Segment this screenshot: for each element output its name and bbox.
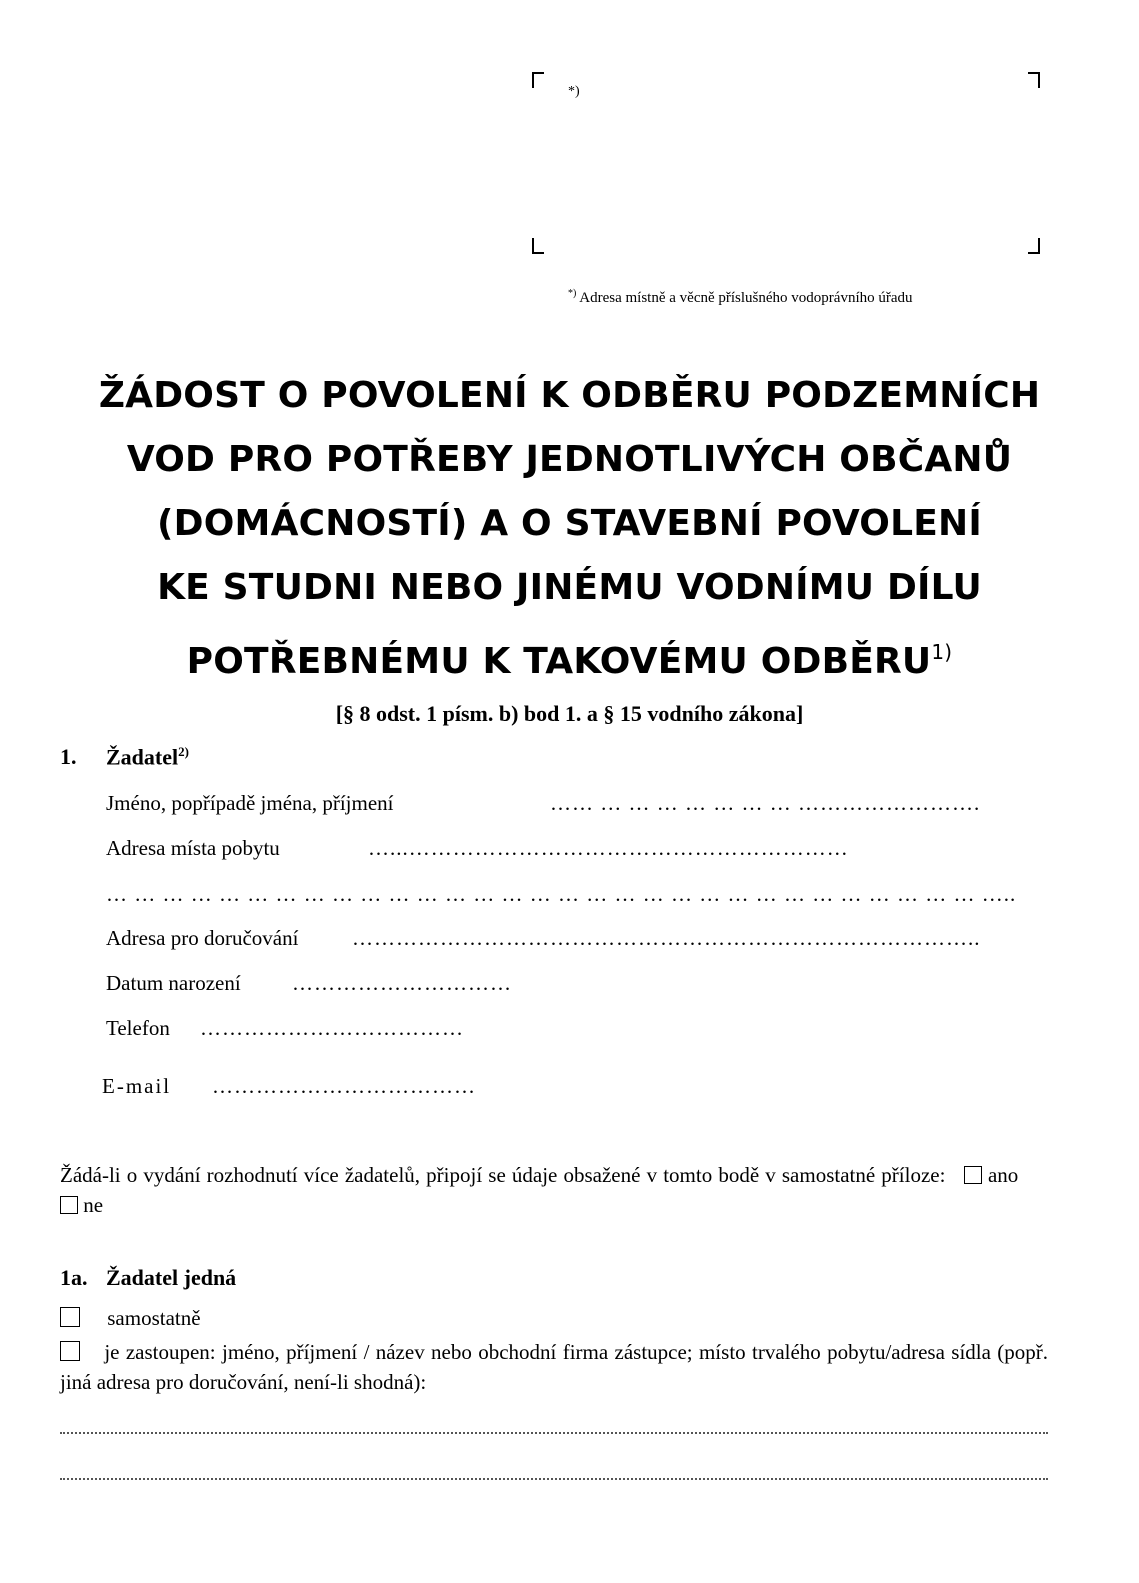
- title-line-5-text: POTŘEBNÉMU K TAKOVÉMU ODBĚRU: [186, 641, 932, 682]
- section-1-number: 1.: [60, 744, 77, 769]
- option-represented-label: je zastoupen:: [104, 1340, 216, 1364]
- section-1a-number: 1a.: [60, 1265, 88, 1290]
- delivery-address-field[interactable]: …………………………………………………………………………..: [352, 926, 981, 950]
- address-box-marker: *): [568, 84, 580, 99]
- option-alone-row: [60, 1306, 201, 1331]
- multi-applicant-yes-label: ano: [987, 1163, 1019, 1187]
- email-field[interactable]: ………………………………: [212, 1074, 476, 1098]
- multi-applicant-text: Žádá-li o vydání rozhodnutí více žadatelů, připojí se údaje obsažené v tomto bodě v samostatné příloze:: [60, 1163, 946, 1187]
- address-box-corner-top-right: [1028, 72, 1040, 88]
- title-line-4: KE STUDNI NEBO JINÉMU VODNÍMU DÍLU: [157, 567, 982, 608]
- multi-applicant-paragraph: [60, 1160, 1048, 1220]
- phone-field[interactable]: ………………………………: [200, 1016, 464, 1040]
- option-represented-text: jméno, příjmení / název nebo obchodní firma zástupce; místo trvalého pobytu/adresa sídla (popř. jiná adresa pro doručování, není-li shodná):: [60, 1340, 1049, 1394]
- section-1a-heading: Žadatel jedná: [106, 1265, 237, 1290]
- representative-line-1[interactable]: [60, 1432, 1048, 1434]
- birth-date-field[interactable]: …………………………: [292, 971, 512, 995]
- email-label: E-mail: [102, 1074, 172, 1098]
- section-1-heading-text: Žadatel: [106, 744, 179, 770]
- residence-address-field-line-2[interactable]: … … … … … … … … … … … … … … … … … … … … … … … … … … … … … … … …..: [106, 882, 1017, 906]
- title-line-3: (DOMÁCNOSTÍ) A O STAVEBNÍ POVOLENÍ: [157, 503, 982, 544]
- address-box-corner-bottom-left: [532, 238, 544, 254]
- address-note: [568, 288, 913, 307]
- phone-label: Telefon: [106, 1016, 170, 1040]
- title-line-2: VOD PRO POTŘEBY JEDNOTLIVÝCH OBČANŮ: [126, 439, 1013, 480]
- applicant-name-label: Jméno, popřípadě jména, příjmení: [106, 791, 394, 815]
- residence-address-label: Adresa místa pobytu: [106, 836, 280, 860]
- option-alone-checkbox[interactable]: [60, 1307, 80, 1327]
- residence-address-field[interactable]: …...……………………………………………………: [368, 836, 849, 860]
- legal-reference: [§ 8 odst. 1 písm. b) bod 1. a § 15 vodního zákona]: [335, 701, 804, 726]
- address-box-corner-bottom-right: [1028, 238, 1040, 254]
- address-note-footnote: *): [568, 288, 577, 299]
- birth-date-label: Datum narození: [106, 971, 241, 995]
- title-footnote: 1): [931, 640, 953, 664]
- title-line-1: ŽÁDOST O POVOLENÍ K ODBĚRU PODZEMNÍCH: [98, 375, 1041, 416]
- document-title: [0, 364, 1139, 694]
- option-represented-row: [60, 1337, 1048, 1397]
- section-1-footnote: 2): [178, 744, 189, 759]
- delivery-address-label: Adresa pro doručování: [106, 926, 299, 950]
- address-note-text: Adresa místně a věcně příslušného vodoprávního úřadu: [579, 290, 913, 306]
- title-line-5: [0, 620, 1139, 694]
- multi-applicant-no-label: ne: [83, 1193, 104, 1217]
- option-represented-checkbox[interactable]: [60, 1341, 80, 1361]
- section-1-heading: [106, 744, 189, 770]
- address-box-corner-top-left: [532, 72, 544, 88]
- multi-applicant-no-checkbox[interactable]: [60, 1196, 78, 1214]
- option-alone-label: samostatně: [107, 1306, 201, 1330]
- multi-applicant-yes-checkbox[interactable]: [964, 1166, 982, 1184]
- representative-line-2[interactable]: [60, 1478, 1048, 1480]
- applicant-name-field[interactable]: …… … … … … … … … …………………….: [550, 791, 981, 815]
